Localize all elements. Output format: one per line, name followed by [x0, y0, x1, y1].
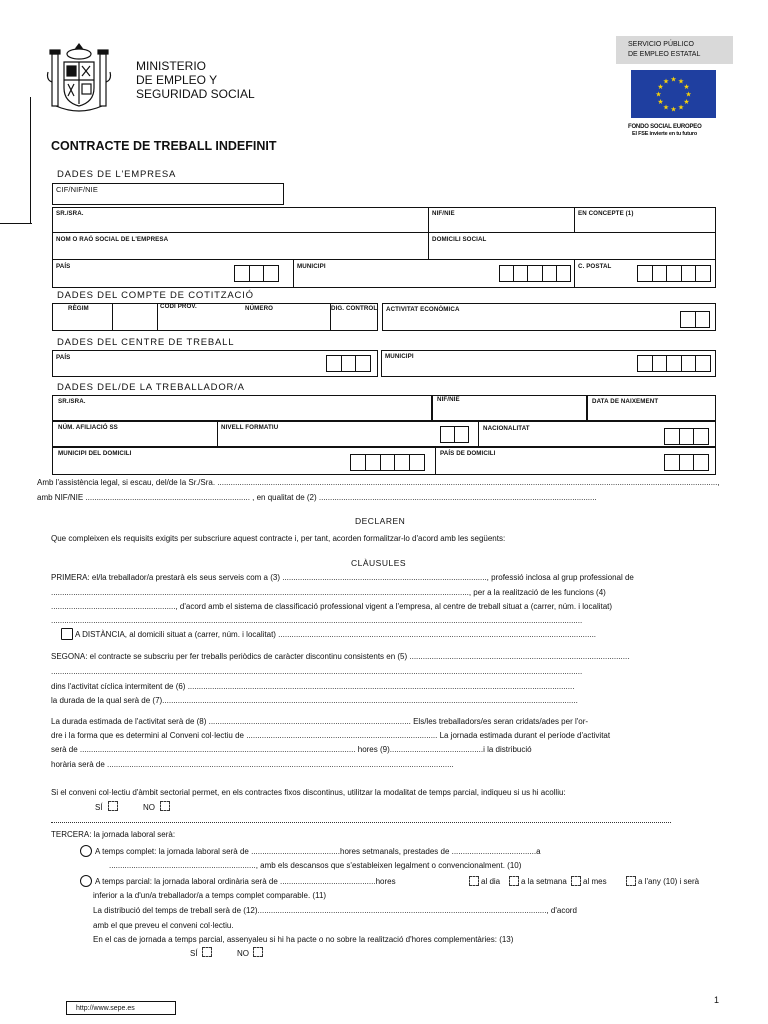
- treb-pais-label: PAÍS DE DOMICILI: [440, 450, 496, 457]
- nif-label: NIF/NIE: [432, 210, 455, 217]
- numero-label: NÚMERO: [245, 305, 274, 312]
- treb-divider: [435, 447, 436, 475]
- activitat-code-input[interactable]: [680, 311, 710, 328]
- durada-line-3: serà de ............................................................................................................................ hores (9)..........................................i la distribució: [51, 745, 532, 754]
- page-title: CONTRACTE DE TREBALL INDEFINIT: [51, 139, 277, 153]
- eu-star-icon: ★: [677, 104, 685, 112]
- conveni-si-label: SÍ: [95, 803, 103, 812]
- primera-line-3: ........................................................, d'acord amb el sistema de classificació professional vigent a l'empresa, al centre de treball situat a (carrer, núm. i localitat): [51, 602, 613, 611]
- compte-divider: [112, 303, 113, 331]
- page-number: 1: [714, 995, 720, 1005]
- parcial-setmana-label: a la setmana: [521, 877, 567, 886]
- segona-line-4: la durada de la qual serà de (7)...........................................................................................................................................................................................: [51, 696, 578, 705]
- section-empresa: DADES DE L'EMPRESA: [57, 169, 177, 180]
- municipi-code-input[interactable]: [499, 265, 571, 282]
- pais-label: PAÍS: [56, 263, 71, 270]
- pais-code-input[interactable]: [234, 265, 279, 282]
- fse-line-2: El FSE invierte en tu futuro: [632, 131, 697, 137]
- tercera-heading: TERCERA: la jornada laboral serà:: [51, 830, 176, 839]
- centre-municipi-label: MUNICIPI: [385, 353, 414, 360]
- conveni-text: Si el conveni col·lectiu d'àmbit sectorial permet, en els contractes fixos discontinus, utilitzar la modalitat de temps parcial, indiqueu si us hi acolliu:: [51, 788, 566, 797]
- treb-municipi-input[interactable]: [350, 454, 425, 471]
- complementaries-no-label: NO: [237, 949, 249, 958]
- empresa-col-divider: [428, 207, 429, 259]
- nacionalitat-label: NACIONALITAT: [483, 425, 530, 432]
- temps-parcial-checkbox[interactable]: [80, 875, 92, 887]
- nivell-input[interactable]: [440, 426, 469, 443]
- treb-divider: [217, 421, 218, 447]
- sepe-line-1: SERVICIO PÚBLICO: [628, 41, 695, 48]
- parcial-setmana-checkbox[interactable]: [509, 876, 519, 886]
- ministry-line-2: DE EMPLEO Y: [136, 73, 218, 87]
- sepe-line-2: DE EMPLEO ESTATAL: [628, 51, 701, 58]
- cpostal-input[interactable]: [637, 265, 711, 282]
- treb-row-2: [52, 421, 716, 447]
- fse-line-1: FONDO SOCIAL EUROPEO: [628, 124, 702, 130]
- eu-star-icon: ★: [685, 91, 692, 99]
- conveni-no-label: NO: [143, 803, 155, 812]
- footer-url-link[interactable]: http://www.sepe.es: [76, 1005, 135, 1012]
- ministry-line-3: SEGURIDAD SOCIAL: [136, 87, 255, 101]
- concepte-label: EN CONCEPTE (1): [578, 210, 634, 217]
- centre-municipi-input[interactable]: [637, 355, 711, 372]
- empresa-col-divider: [574, 259, 575, 288]
- eu-star-icon: ★: [683, 99, 690, 106]
- regim-label: RÈGIM: [68, 305, 89, 312]
- segona-line-1: SEGONA: el contracte se subscriu per fer treballs periòdics de caràcter discontinu consistents en (5) ...................................................................................................: [51, 652, 630, 661]
- nom-label: NOM O RAÓ SOCIAL DE L'EMPRESA: [56, 236, 169, 243]
- distancia-text: A DISTÀNCIA, al domicili situat a (carrer, núm. i localitat) ...............................................................................................................................................: [75, 630, 597, 639]
- dig-label: DIG. CONTROL: [331, 305, 378, 312]
- complementaries-si-label: SÍ: [190, 949, 198, 958]
- durada-line-4: horària serà de ............................................................................................................................................................: [51, 760, 454, 769]
- parcial-mes-label: al mes: [583, 877, 607, 886]
- eu-flag-logo: [631, 70, 716, 118]
- eu-star-icon: ★: [670, 106, 677, 114]
- conveni-no-checkbox[interactable]: [160, 801, 170, 811]
- parcial-line-2: inferior a la d'un/a treballador/a a temps complet comparable. (11): [93, 891, 327, 900]
- segona-line-2: ...............................................................................................................................................................................................................................................: [51, 667, 583, 676]
- ministry-line-1: MINISTERIO: [136, 59, 207, 73]
- section-centre: DADES DEL CENTRE DE TREBALL: [57, 337, 235, 348]
- primera-line-2: ............................................................................................................................................................................................, per a la realització de les funcions (4): [51, 588, 606, 597]
- complementaries-no-checkbox[interactable]: [253, 947, 263, 957]
- distancia-checkbox[interactable]: [61, 628, 73, 640]
- cif-label: CIF/NIF/NIE: [56, 185, 98, 194]
- assistencia-line-2: amb NIF/NIE .......................................................................... , en qualitat de (2) .............................................................................................................................: [37, 493, 597, 502]
- segona-line-3: dins l'activitat cíclica intermitent de (6) ..............................................................................................................................................................................: [51, 682, 575, 691]
- complementaries-text: En el cas de jornada a temps parcial, assenyaleu si hi ha pacte o no sobre la realització d'hores complementàries: (13): [93, 935, 514, 944]
- parcial-mes-checkbox[interactable]: [571, 876, 581, 886]
- declaren-text: Que compleixen els requisits exigits per subscriure aquest contracte i, per tant, acorden formalitzar-lo d'acord amb les següents:: [51, 534, 506, 543]
- eu-star-icon: ★: [662, 78, 670, 86]
- eu-star-icon: ★: [657, 99, 664, 106]
- treb-sr-field[interactable]: [52, 395, 432, 421]
- empresa-col-divider: [574, 207, 575, 232]
- durada-line-1: La durada estimada de l'activitat serà de (8) ........................................................................................... Els/les treballadors/es seran cridats/ades per l'or-: [51, 717, 589, 726]
- codi-label: CODI PROV.: [160, 303, 197, 310]
- treb-divider: [478, 421, 479, 447]
- parcial-line-1: A temps parcial: la jornada laboral ordinària serà de ...........................................hores: [95, 877, 396, 886]
- parcial-dia-checkbox[interactable]: [469, 876, 479, 886]
- empresa-row-divider: [52, 232, 716, 233]
- empresa-col-divider: [293, 259, 294, 288]
- declaren-heading: DECLAREN: [355, 516, 406, 526]
- section-treballador: DADES DEL/DE LA TREBALLADOR/A: [57, 382, 245, 393]
- eu-star-icon: ★: [677, 78, 685, 86]
- margin-tick: [0, 223, 32, 224]
- primera-line-1: PRIMERA: el/la treballador/a prestarà els seus serveis com a (3) ............................................................................................, professió inclosa al grup professional de: [51, 573, 634, 582]
- parcial-any-label: a l'any (10) i serà: [638, 877, 700, 886]
- compte-divider: [157, 303, 158, 331]
- eu-star-icon: ★: [662, 104, 670, 112]
- complementaries-si-checkbox[interactable]: [202, 947, 212, 957]
- eu-star-icon: ★: [683, 84, 690, 91]
- coat-of-arms-logo: [46, 42, 112, 114]
- conveni-dotted-line: [51, 822, 671, 823]
- eu-star-icon: ★: [657, 84, 664, 91]
- treb-municipi-label: MUNICIPI DEL DOMICILI: [58, 450, 132, 457]
- distribucio-line-2: amb el que preveu el conveni col·lectiu.: [93, 921, 234, 930]
- clausules-heading: CLÀUSULES: [351, 558, 407, 568]
- margin-line: [30, 97, 31, 223]
- durada-line-2: dre i la forma que es determini al Conveni col·lectiu de ...................................................................................... La jornada estimada durant el període d'activitat: [51, 731, 611, 740]
- afiliacio-label: NÚM. AFILIACIÓ SS: [58, 424, 118, 431]
- temps-complet-checkbox[interactable]: [80, 845, 92, 857]
- empresa-table: [52, 207, 716, 288]
- distribucio-line-1: La distribució del temps de treball serà de (12).................................................................................................................................., d'acord: [93, 906, 577, 915]
- empresa-row-divider: [52, 259, 716, 260]
- assistencia-line-1: Amb l'assistència legal, si escau, del/de la Sr./Sra. .................................................................................................................................................................................................................................,: [37, 478, 720, 487]
- treb-sr-label: SR./SRA.: [58, 398, 86, 405]
- municipi-label: MUNICIPI: [297, 263, 326, 270]
- treb-pais-input[interactable]: [664, 454, 709, 471]
- sr-label: SR./SRA.: [56, 210, 84, 217]
- centre-pais-input[interactable]: [326, 355, 371, 372]
- complet-line-1: A temps complet: la jornada laboral serà de ........................................hores setmanals, prestades de ......................................a: [95, 847, 541, 856]
- cpostal-label: C. POSTAL: [578, 263, 612, 270]
- complet-line-2: .................................................................., amb els descansos que s'estableixen legalment o convencionalment. (10): [109, 861, 522, 870]
- conveni-si-checkbox[interactable]: [108, 801, 118, 811]
- nacionalitat-input[interactable]: [664, 428, 709, 445]
- treb-naixement-label: DATA DE NAIXEMENT: [592, 398, 659, 405]
- parcial-dia-label: al dia: [481, 877, 501, 886]
- section-compte: DADES DEL COMPTE DE COTITZACIÓ: [57, 290, 254, 301]
- activitat-label: ACTIVITAT ECONÒMICA: [386, 306, 460, 313]
- treb-nif-label: NIF/NIE: [437, 396, 460, 403]
- nivell-label: NIVELL FORMATIU: [221, 424, 279, 431]
- centre-pais-label: PAÍS: [56, 354, 71, 361]
- eu-star-icon: ★: [655, 91, 662, 99]
- parcial-any-checkbox[interactable]: [626, 876, 636, 886]
- domicili-label: DOMICILI SOCIAL: [432, 236, 487, 243]
- primera-line-4: ...............................................................................................................................................................................................................................................: [51, 616, 583, 625]
- eu-star-icon: ★: [670, 76, 677, 84]
